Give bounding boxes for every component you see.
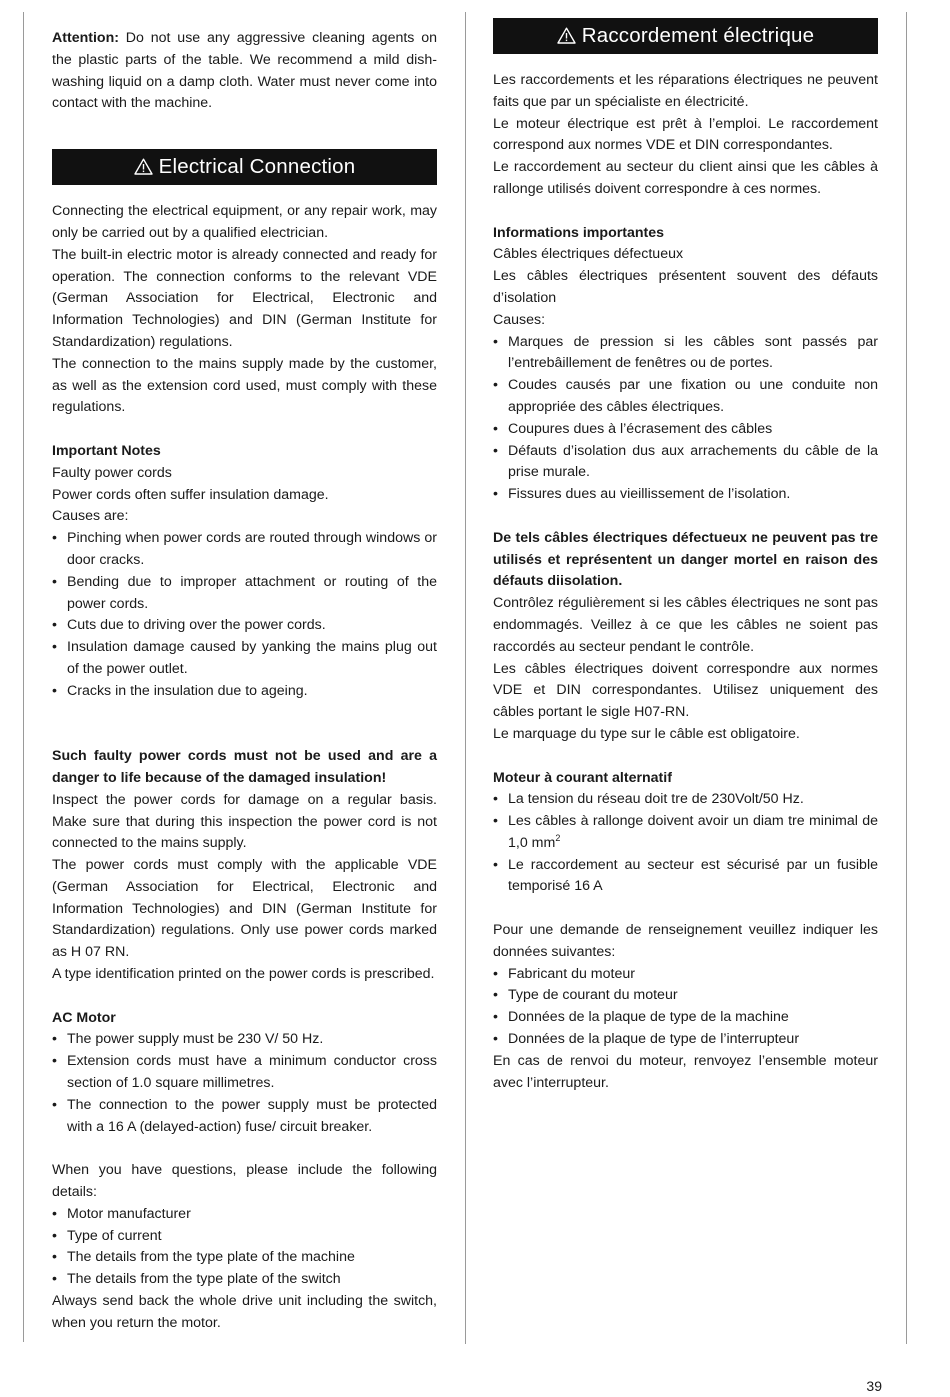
danger-paragraph: The power cords must comply with the applicable VDE (German Association for Electrical, Electronic and Information Technologies) and DIN (German Institute for Standardization) regulations. Only use power cords marked as H 07 RN. — [52, 857, 437, 961]
causes-list — [493, 332, 878, 506]
danger-warning: De tels câbles électriques défectueux ne peuvent pas tre utilisés et représentent un danger mortel en raison des défauts diisolation. — [493, 529, 878, 590]
list-item: • Bending due to improper attachment or routing of the power cords. — [52, 572, 437, 616]
list-item: • Marques de pression si les câbles sont passés par l’entrebâillement de fenêtres ou de portes. — [493, 332, 878, 376]
questions-intro: When you have questions, please include the following details: — [52, 1162, 437, 1201]
closing-paragraph: En cas de renvoi du moteur, renvoyez l’ensemble moteur avec l’interrupteur. — [493, 1052, 878, 1091]
list-item: • Type de courant du moteur — [493, 985, 878, 1007]
column-divider — [465, 12, 466, 1344]
list-item: • Extension cords must have a minimum conductor cross section of 1.0 square millimetres. — [52, 1051, 437, 1095]
list-item: • Type of current — [52, 1226, 437, 1248]
heading-text: Raccordement électrique — [581, 24, 815, 47]
list-item: • Défauts d’isolation dus aux arrachements du câble de la prise murale. — [493, 441, 878, 485]
ac-motor-title: Moteur à courant alternatif — [493, 769, 672, 786]
causes-list — [52, 528, 437, 702]
closing-paragraph: Always send back the whole drive unit including the switch, when you return the motor. — [52, 1293, 437, 1331]
danger-paragraph: Inspect the power cords for damage on a regular basis. Make sure that during this inspection the power cord is not connected to the mains supply. — [52, 791, 437, 852]
raccordement-heading — [493, 18, 878, 54]
list-item: • Coudes causés par une fixation ou une conduite non appropriée des câbles électriques. — [493, 375, 878, 419]
list-item: • La tension du réseau doit tre de 230Volt/50 Hz. — [493, 789, 878, 811]
notes-line: Power cords often suffer insulation damage. — [52, 486, 329, 503]
attention-text: Do not use any aggressive cleaning agents on the plastic parts of the table. We recommend a mild dish-washing liquid on a damp cloth. Water must never come into contact with the machine. — [52, 30, 437, 112]
questions-list — [493, 964, 878, 1051]
attention-label: Attention: — [52, 30, 119, 46]
warning-triangle-icon — [134, 151, 153, 187]
danger-warning: Such faulty power cords must not be used and are a danger to life because of the damaged insulation! — [52, 748, 437, 786]
ac-motor-list — [493, 789, 878, 898]
electrical-connection-heading — [52, 149, 437, 185]
intro-paragraph: Connecting the electrical equipment, or any repair work, may only be carried out by a qualified electrician. — [52, 203, 437, 241]
list-item: • Fissures dues au vieillissement de l’isolation. — [493, 484, 878, 506]
questions-intro: Pour une demande de renseignement veuillez indiquer les données suivantes: — [493, 922, 878, 960]
list-item: • The details from the type plate of the machine — [52, 1247, 437, 1269]
notes-line: Faulty power cords — [52, 464, 172, 481]
notes-line: Câbles électriques défectueux — [493, 246, 684, 263]
heading-text: Electrical Connection — [158, 155, 356, 179]
notes-line: Causes: — [493, 311, 546, 328]
french-column — [493, 18, 878, 1094]
list-item: • The connection to the power supply must be protected with a 16 A (delayed-action) fuse/ circuit breaker. — [52, 1095, 437, 1139]
warning-triangle-icon — [557, 20, 576, 56]
list-item: • Fabricant du moteur — [493, 964, 878, 986]
list-item — [493, 811, 878, 855]
danger-paragraph: Le marquage du type sur le câble est obligatoire. — [493, 725, 800, 742]
page-number: 39 — [866, 1378, 882, 1394]
list-item: • Données de la plaque de type de l’interrupteur — [493, 1029, 878, 1051]
intro-paragraph: Les raccordements et les réparations électriques ne peuvent faits que par un spécialiste en électricité. — [493, 72, 878, 110]
notes-line: Causes are: — [52, 508, 129, 525]
list-item: • Données de la plaque de type de la machine — [493, 1007, 878, 1029]
list-item: • Cracks in the insulation due to ageing. — [52, 681, 437, 703]
intro-paragraph: The connection to the mains supply made by the customer, as well as the extension cord used, must comply with these regulations. — [52, 355, 437, 416]
intro-paragraph: Le raccordement au secteur du client ainsi que les câbles à rallonge utilisés doivent correspondre à ces normes. — [493, 159, 878, 197]
left-margin-rule — [23, 12, 24, 1342]
english-column — [52, 28, 437, 1335]
attention-paragraph — [52, 28, 437, 115]
danger-paragraph: Les câbles électriques doivent correspondre aux normes VDE et DIN correspondantes. Utilisez uniquement des câbles portant le sigle H07-RN. — [493, 660, 878, 721]
intro-paragraph: The built-in electric motor is already connected and ready for operation. The connection conforms to the relevant VDE (German Association for Electrical, Electronic and Information Technologies) and DIN (German Institute for Standardization) regulations. — [52, 246, 437, 350]
questions-list — [52, 1204, 437, 1291]
danger-paragraph: Contrôlez régulièrement si les câbles électriques ne sont pas endommagés. Veillez à ce que les câbles ne soient pas raccordés au secteur pendant le contrôle. — [493, 595, 878, 655]
list-item: • Insulation damage caused by yanking the mains plug out of the power outlet. — [52, 637, 437, 681]
ac-motor-title: AC Motor — [52, 1009, 116, 1026]
important-notes-title: Important Notes — [52, 442, 161, 459]
right-margin-rule — [906, 12, 907, 1344]
list-item: • The power supply must be 230 V/ 50 Hz. — [52, 1029, 437, 1051]
list-item: • Pinching when power cords are routed through windows or door cracks. — [52, 528, 437, 572]
list-item-text: Les câbles à rallonge doivent avoir un diam tre minimal de 1,0 mm — [508, 813, 878, 851]
superscript: 2 — [555, 832, 561, 843]
ac-motor-list — [52, 1029, 437, 1138]
intro-paragraph: Le moteur électrique est prêt à l’emploi. Le raccordement correspond aux normes VDE et DIN correspondantes. — [493, 115, 878, 154]
danger-paragraph: A type identification printed on the power cords is prescribed. — [52, 966, 435, 983]
list-item: • The details from the type plate of the switch — [52, 1269, 437, 1291]
notes-line: Les câbles électriques présentent souvent des défauts d’isolation — [493, 268, 878, 306]
list-item: • Coupures dues à l’écrasement des câbles — [493, 419, 878, 441]
list-item: • Le raccordement au secteur est sécurisé par un fusible temporisé 16 A — [493, 855, 878, 899]
list-item: • Motor manufacturer — [52, 1204, 437, 1226]
important-notes-title: Informations importantes — [493, 224, 665, 241]
list-item: • Cuts due to driving over the power cords. — [52, 615, 437, 637]
